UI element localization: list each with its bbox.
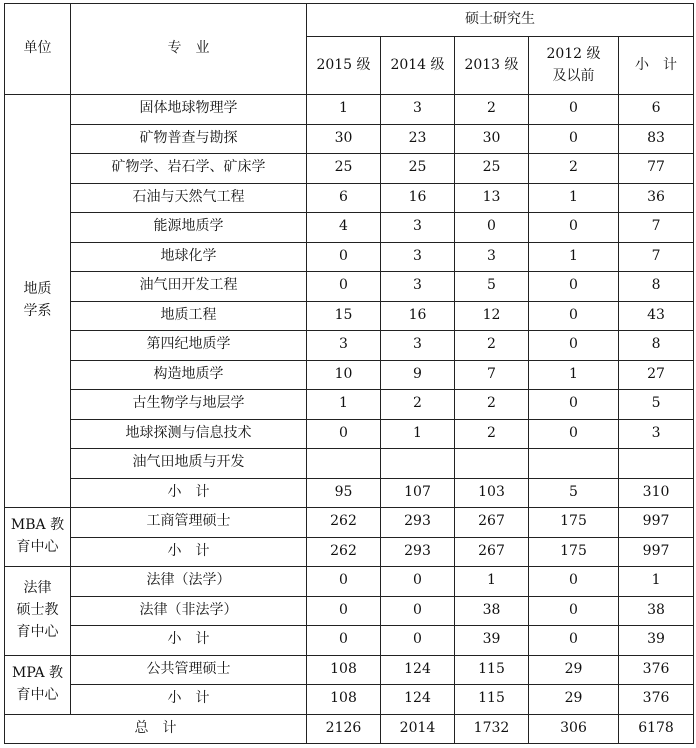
value-cell: 124	[381, 685, 455, 715]
table-row	[5, 331, 694, 361]
value-cell: 0	[381, 626, 455, 656]
value-cell: 293	[381, 508, 455, 538]
value-cell: 108	[307, 655, 381, 685]
value-cell: 7	[619, 242, 694, 272]
value-cell: 2	[455, 95, 529, 125]
total-value-cell: 6178	[619, 714, 694, 744]
value-cell: 12	[455, 301, 529, 331]
value-cell: 15	[307, 301, 381, 331]
major-cell: 小 计	[71, 537, 307, 567]
value-cell: 95	[307, 478, 381, 508]
unit-label-line: 育中心	[16, 539, 59, 555]
value-cell: 16	[381, 301, 455, 331]
total-value-cell: 306	[529, 714, 619, 744]
value-cell: 10	[307, 360, 381, 390]
value-cell: 2	[455, 331, 529, 361]
table-row	[5, 242, 694, 272]
value-cell: 267	[455, 537, 529, 567]
table-row	[5, 95, 694, 125]
value-cell: 0	[529, 213, 619, 243]
value-cell: 0	[529, 95, 619, 125]
table-row	[5, 478, 694, 508]
value-cell: 1	[619, 567, 694, 597]
total-row	[5, 714, 694, 744]
value-cell: 0	[529, 390, 619, 420]
value-cell: 1	[529, 360, 619, 390]
table-row	[5, 124, 694, 154]
major-cell: 油气田开发工程	[71, 272, 307, 302]
value-cell: 115	[455, 685, 529, 715]
value-cell: 29	[529, 655, 619, 685]
table-row	[5, 272, 694, 302]
value-cell: 0	[307, 242, 381, 272]
major-cell: 小 计	[71, 685, 307, 715]
table-row	[5, 301, 694, 331]
value-cell: 23	[381, 124, 455, 154]
year-header: 2012 级 及以前	[529, 37, 619, 95]
value-cell: 39	[455, 626, 529, 656]
value-cell: 3	[381, 95, 455, 125]
value-cell: 103	[455, 478, 529, 508]
table-row	[5, 508, 694, 538]
major-cell: 石油与天然气工程	[71, 183, 307, 213]
value-cell: 6	[307, 183, 381, 213]
value-cell: 1	[307, 390, 381, 420]
value-cell: 4	[307, 213, 381, 243]
value-cell: 108	[307, 685, 381, 715]
value-cell: 1	[455, 567, 529, 597]
table-row	[5, 537, 694, 567]
value-cell: 1	[529, 242, 619, 272]
major-cell: 工商管理硕士	[71, 508, 307, 538]
value-cell: 0	[307, 272, 381, 302]
value-cell: 0	[529, 301, 619, 331]
total-value-cell: 1732	[455, 714, 529, 744]
table-body	[5, 95, 694, 744]
value-cell: 7	[455, 360, 529, 390]
table-row	[5, 154, 694, 184]
major-cell: 油气田地质与开发	[71, 449, 307, 479]
value-cell: 1	[307, 95, 381, 125]
value-cell: 1	[381, 419, 455, 449]
value-cell: 3	[455, 242, 529, 272]
value-cell: 38	[619, 596, 694, 626]
value-cell	[455, 449, 529, 479]
table-row	[5, 626, 694, 656]
value-cell: 25	[307, 154, 381, 184]
value-cell: 0	[529, 272, 619, 302]
value-cell: 293	[381, 537, 455, 567]
major-cell: 公共管理硕士	[71, 655, 307, 685]
total-value-cell: 2126	[307, 714, 381, 744]
major-header: 专 业	[71, 4, 307, 95]
major-cell: 能源地质学	[71, 213, 307, 243]
major-cell: 矿物学、岩石学、矿床学	[71, 154, 307, 184]
value-cell: 0	[529, 124, 619, 154]
value-cell: 7	[619, 213, 694, 243]
unit-cell	[5, 567, 71, 656]
unit-header: 单位	[5, 4, 71, 95]
value-cell: 0	[529, 596, 619, 626]
table-row	[5, 183, 694, 213]
value-cell: 39	[619, 626, 694, 656]
value-cell: 3	[619, 419, 694, 449]
value-cell: 5	[619, 390, 694, 420]
value-cell: 376	[619, 685, 694, 715]
year-header: 2013 级	[455, 37, 529, 95]
major-cell: 第四纪地质学	[71, 331, 307, 361]
value-cell: 30	[455, 124, 529, 154]
value-cell: 3	[307, 331, 381, 361]
total-label: 总 计	[5, 714, 307, 744]
value-cell: 25	[455, 154, 529, 184]
value-cell: 1	[529, 183, 619, 213]
value-cell: 38	[455, 596, 529, 626]
value-cell: 0	[307, 626, 381, 656]
value-cell	[529, 449, 619, 479]
value-cell: 262	[307, 508, 381, 538]
value-cell: 16	[381, 183, 455, 213]
unit-label-line: MBA 教	[10, 517, 65, 534]
unit-cell	[5, 655, 71, 714]
value-cell: 2	[529, 154, 619, 184]
value-cell: 3	[381, 213, 455, 243]
value-cell: 107	[381, 478, 455, 508]
table-row	[5, 419, 694, 449]
table-row	[5, 596, 694, 626]
table-row	[5, 390, 694, 420]
value-cell: 997	[619, 508, 694, 538]
year-header: 2015 级	[307, 37, 381, 95]
value-cell: 0	[529, 567, 619, 597]
year-header: 2014 级	[381, 37, 455, 95]
major-cell: 矿物普查与勘探	[71, 124, 307, 154]
value-cell: 6	[619, 95, 694, 125]
value-cell: 0	[381, 596, 455, 626]
unit-label-line: 法律	[23, 580, 52, 597]
value-cell: 9	[381, 360, 455, 390]
value-cell: 0	[307, 596, 381, 626]
value-cell: 376	[619, 655, 694, 685]
major-cell: 地质工程	[71, 301, 307, 331]
value-cell: 8	[619, 272, 694, 302]
major-cell: 法律（非法学）	[71, 596, 307, 626]
subtotal-header: 小 计	[619, 37, 694, 95]
major-cell: 小 计	[71, 478, 307, 508]
table-row	[5, 360, 694, 390]
major-cell: 小 计	[71, 626, 307, 656]
value-cell: 5	[529, 478, 619, 508]
value-cell: 2	[455, 390, 529, 420]
unit-label-line: 地质	[23, 281, 52, 298]
table-row	[5, 655, 694, 685]
value-cell: 30	[307, 124, 381, 154]
table-row	[5, 213, 694, 243]
value-cell: 0	[307, 567, 381, 597]
header-row-1	[5, 4, 694, 37]
table-row	[5, 567, 694, 597]
value-cell: 0	[455, 213, 529, 243]
value-cell: 13	[455, 183, 529, 213]
value-cell: 29	[529, 685, 619, 715]
value-cell: 0	[529, 331, 619, 361]
value-cell: 115	[455, 655, 529, 685]
value-cell: 36	[619, 183, 694, 213]
major-cell: 地球化学	[71, 242, 307, 272]
unit-cell	[5, 508, 71, 567]
value-cell: 8	[619, 331, 694, 361]
value-cell: 0	[529, 626, 619, 656]
value-cell: 0	[529, 419, 619, 449]
value-cell: 2	[455, 419, 529, 449]
major-cell: 古生物学与地层学	[71, 390, 307, 420]
value-cell: 3	[381, 331, 455, 361]
unit-label-line: 学系	[23, 303, 52, 319]
unit-label-line: 硕士教	[16, 601, 59, 618]
value-cell: 175	[529, 508, 619, 538]
value-cell: 5	[455, 272, 529, 302]
value-cell: 310	[619, 478, 694, 508]
table-row	[5, 685, 694, 715]
value-cell: 25	[381, 154, 455, 184]
value-cell: 267	[455, 508, 529, 538]
value-cell: 77	[619, 154, 694, 184]
major-cell: 地球探测与信息技术	[71, 419, 307, 449]
value-cell: 3	[381, 242, 455, 272]
value-cell: 262	[307, 537, 381, 567]
value-cell: 997	[619, 537, 694, 567]
value-cell: 83	[619, 124, 694, 154]
unit-label-line: 育中心	[16, 686, 59, 703]
value-cell	[307, 449, 381, 479]
enrollment-table	[4, 3, 694, 744]
value-cell: 0	[381, 567, 455, 597]
value-cell	[381, 449, 455, 479]
value-cell: 0	[307, 419, 381, 449]
table-row	[5, 449, 694, 479]
major-cell: 法律（法学）	[71, 567, 307, 597]
value-cell	[619, 449, 694, 479]
major-cell: 固体地球物理学	[71, 95, 307, 125]
value-cell: 43	[619, 301, 694, 331]
total-value-cell: 2014	[381, 714, 455, 744]
value-cell: 27	[619, 360, 694, 390]
value-cell: 2	[381, 390, 455, 420]
unit-cell	[5, 95, 71, 508]
value-cell: 124	[381, 655, 455, 685]
major-cell: 构造地质学	[71, 360, 307, 390]
unit-label-line: MPA 教	[11, 664, 64, 681]
unit-label-line: 育中心	[16, 623, 59, 640]
value-cell: 175	[529, 537, 619, 567]
value-cell: 3	[381, 272, 455, 302]
masters-group-header: 硕士研究生	[307, 4, 694, 37]
